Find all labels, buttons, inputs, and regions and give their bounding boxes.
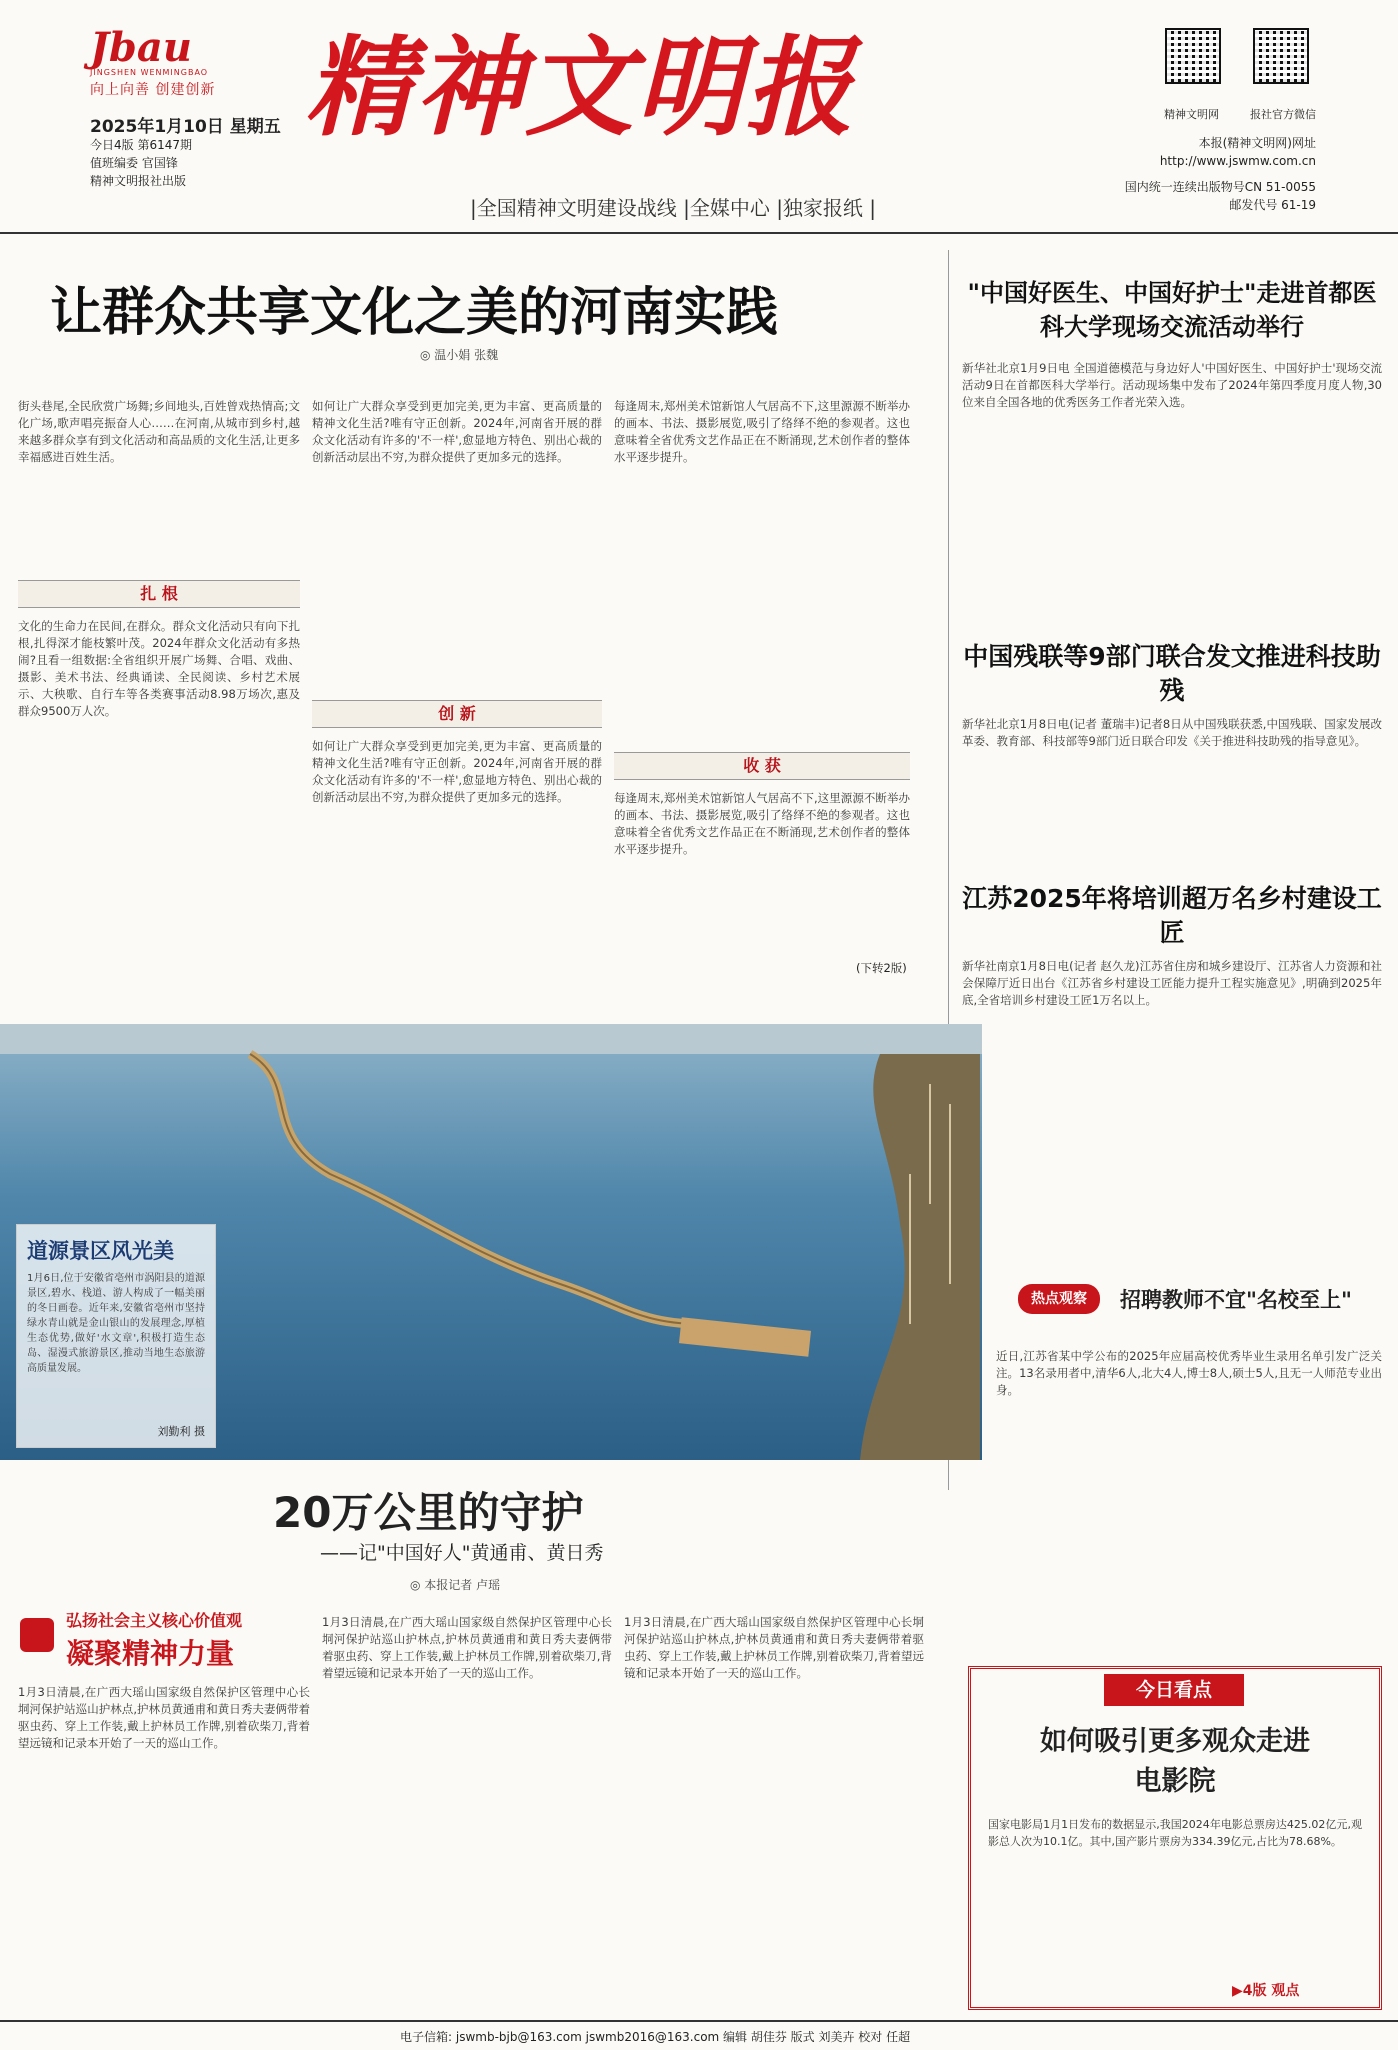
lead-col-1	[18, 618, 300, 972]
feature-text-1: 1月3日清晨,在广西大瑶山国家级自然保护区管理中心长垌河保护站巡山护林点,护林员黄通甫和黄日秀夫妻俩带着驱虫药、穿上工作装,戴上护林员工作牌,别着砍柴刀,背着望远镜和记录本开始了一天的巡山工作。	[18, 1685, 310, 1750]
qr-code-icon[interactable]	[1165, 28, 1221, 84]
issue-editors: 值班编委 官国锋	[90, 156, 178, 170]
publication-meta	[1125, 134, 1316, 214]
masthead-tagline: |全国精神文明建设战线 |全媒中心 |独家报纸 |	[470, 196, 877, 220]
lead-col-2b	[312, 738, 602, 972]
sidebar-story-2-text: 新华社北京1月8日电(记者 董瑞丰)记者8日从中国残联获悉,中国残联、国家发展改革委、教育部、科技部等9部门近日联合印发《关于推进科技助残的指导意见》。	[962, 717, 1382, 748]
lead-intro	[18, 398, 300, 566]
postal-code: 邮发代号 61-19	[1229, 198, 1316, 212]
masthead-rule	[0, 232, 1398, 234]
feature-text-3: 1月3日清晨,在广西大瑶山国家级自然保护区管理中心长垌河保护站巡山护林点,护林员黄通甫和黄日秀夫妻俩带着驱虫药、穿上工作装,戴上护林员工作牌,别着砍柴刀,背着望远镜和记录本开始了一天的巡山工作。	[624, 1615, 924, 1680]
today-text	[988, 1816, 1362, 1968]
qr-code-icon[interactable]	[1253, 28, 1309, 84]
lead-col-3b	[614, 790, 910, 960]
section-1-text: 文化的生命力在民间,在群众。群众文化活动只有向下扎根,扎得深才能枝繁叶茂。2024年群众文化活动有多热闹?且看一组数据:全省组织开展广场舞、合唱、戏曲、摄影、美术书法、经典诵读、全民阅读、乡村艺术展示、大秧歌、自行车等各类赛事活动8.98万场次,惠及群众9500万人次。	[18, 619, 300, 718]
feature-subheadline: ——记"中国好人"黄通甫、黄日秀	[320, 1542, 604, 1564]
footer-text: 电子信箱: jswmb-bjb@163.com jswmb2016@163.com 编辑 胡佳芬 版式 刘美卉 校对 任超	[400, 2030, 911, 2044]
issue-date: 2025年1月10日 星期五	[90, 117, 281, 137]
issue-edition: 今日4版 第6147期	[90, 138, 192, 152]
site-label: 本报(精神文明网)网址	[1198, 136, 1316, 150]
sidebar-headline-3: 江苏2025年将培训超万名乡村建设工匠	[962, 884, 1382, 947]
today-tag: 今日看点	[1104, 1674, 1244, 1706]
lead-author: ◎ 温小娟 张魏	[420, 348, 499, 362]
masthead-title: 精神文明报	[305, 25, 856, 151]
sidebar-story-1	[962, 360, 1382, 576]
values-banner	[20, 1608, 306, 1672]
today-body: 国家电影局1月1日发布的数据显示,我国2024年电影总票房达425.02亿元,观影总人次为10.1亿。其中,国产影片票房为334.39亿元,占比为78.68%。	[988, 1818, 1362, 1848]
sidebar-story-1-text: 新华社北京1月9日电 全国道德模范与身边好人'中国好医生、中国好护士'现场交流活动9日在首都医科大学举行。活动现场集中发布了2024年第四季度月度人物,30位来自全国各地的优秀医务工作者光荣入选。	[962, 361, 1382, 409]
lead-headline: 让群众共享文化之美的河南实践	[50, 283, 779, 343]
qr-label-wechat: 报社官方微信	[1250, 108, 1316, 121]
commentary-badge: 热点观察	[1018, 1284, 1100, 1314]
feature-headline: 20万公里的守护	[273, 1488, 584, 1537]
issue-publisher: 精神文明报社出版	[90, 174, 187, 188]
issue-info	[90, 118, 281, 190]
sidebar-story-3	[962, 958, 1382, 1248]
footer	[0, 2020, 1398, 2050]
feature-author: ◎ 本报记者 卢瑶	[410, 1578, 501, 1592]
banner-line-2: 凝聚精神力量	[66, 1637, 235, 1670]
section-tag-innovation: 创 新	[312, 700, 602, 728]
section-2-lead-text: 如何让广大群众享受到更加完美,更为丰富、更高质量的精神文化生活?唯有守正创新。2024年,河南省开展的群众文化活动有许多的'不一样',愈显地方特色、别出心裁的创新活动层出不穷,为群众提供了更加多元的选择。	[312, 399, 602, 464]
photo-caption-text: 1月6日,位于安徽省亳州市涡阳县的道源景区,碧水、栈道、游人构成了一幅美丽的冬日画卷。近年来,安徽省亳州市坚持绿水青山就是金山银山的发展理念,厚植生态优势,做好'水文章',积极打造生态岛、湿漫式旅游景区,推动当地生态旅游高质量发展。	[27, 1273, 205, 1374]
lead-continue[interactable]: (下转2版)	[856, 961, 907, 975]
section-tag-rooting: 扎 根	[18, 580, 300, 608]
feature-col-1	[18, 1684, 310, 2008]
qr-label-website: 精神文明网	[1164, 108, 1219, 121]
brand-logo	[90, 24, 260, 99]
cn-number: 国内统一连续出版物号CN 51-0055	[1124, 180, 1316, 194]
today-pointer[interactable]: ▶4版 观点	[1232, 1983, 1300, 1999]
today-headline: 如何吸引更多观众走进电影院	[1040, 1726, 1310, 1797]
commentary-headline: 招聘教师不宜"名校至上"	[1120, 1288, 1352, 1312]
feature-text-2: 1月3日清晨,在广西大瑶山国家级自然保护区管理中心长垌河保护站巡山护林点,护林员黄通甫和黄日秀夫妻俩带着驱虫药、穿上工作装,戴上护林员工作牌,别着砍柴刀,背着望远镜和记录本开始了一天的巡山工作。	[322, 1615, 612, 1680]
feature-col-2	[322, 1614, 612, 2008]
section-3-text: 每逢周末,郑州美术馆新馆人气居高不下,这里源源不断举办的画本、书法、摄影展览,吸引了络绎不绝的参观者。这也意味着全省优秀文艺作品正在不断涌现,艺术创作者的整体水平逐步提升。	[614, 791, 910, 856]
banner-line-1: 弘扬社会主义核心价值观	[66, 1611, 243, 1630]
commentary-body: 近日,江苏省某中学公布的2025年应届高校优秀毕业生录用名单引发广泛关注。13名录用者中,清华6人,北大4人,博士8人,硕士5人,且无一人师范专业出身。	[996, 1349, 1382, 1397]
feature-col-3	[624, 1614, 924, 2008]
logo-mark: Jbau	[90, 24, 192, 71]
lead-intro-text: 街头巷尾,全民欣赏广场舞;乡间地头,百姓曾戏热情高;文化广场,歌声唱亮振奋人心……在河南,从城市到乡村,越来越多群众享有到文化活动和高品质的文化生活,让更多幸福感进百姓生活。	[18, 399, 300, 464]
lead-col-2	[312, 398, 602, 688]
logo-slogan: 向上向善 创建创新	[90, 82, 216, 98]
logo-en: JINGSHEN WENMINGBAO	[90, 68, 209, 77]
section-tag-harvest: 收 获	[614, 752, 910, 780]
photo-caption	[16, 1224, 216, 1448]
sidebar-story-3-text: 新华社南京1月8日电(记者 赵久龙)江苏省住房和城乡建设厅、江苏省人力资源和社会保障厅近日出台《江苏省乡村建设工匠能力提升工程实施意见》,明确到2025年底,全省培训乡村建设工匠1万名以上。	[962, 959, 1382, 1007]
sidebar-story-2	[962, 716, 1382, 864]
photo-credit: 刘勤利 摄	[157, 1425, 205, 1438]
photo-caption-title: 道源景区风光美	[27, 1238, 174, 1263]
sidebar-headline-1: "中国好医生、中国好护士"走进首都医科大学现场交流活动举行	[967, 279, 1377, 341]
section-3-lead-text: 每逢周末,郑州美术馆新馆人气居高不下,这里源源不断举办的画本、书法、摄影展览,吸引了络绎不绝的参观者。这也意味着全省优秀文艺作品正在不断涌现,艺术创作者的整体水平逐步提升。	[614, 399, 910, 464]
section-2-text: 如何让广大群众享受到更加完美,更为丰富、更高质量的精神文化生活?唯有守正创新。2024年,河南省开展的群众文化活动有许多的'不一样',愈显地方特色、别出心裁的创新活动层出不穷,为群众提供了更加多元的选择。	[312, 739, 602, 804]
fist-icon	[20, 1618, 54, 1652]
commentary-text	[996, 1348, 1382, 1648]
lead-col-3	[614, 398, 910, 728]
site-url[interactable]: http://www.jswmw.com.cn	[1159, 154, 1316, 168]
sidebar-headline-2: 中国残联等9部门联合发文推进科技助残	[963, 642, 1381, 705]
